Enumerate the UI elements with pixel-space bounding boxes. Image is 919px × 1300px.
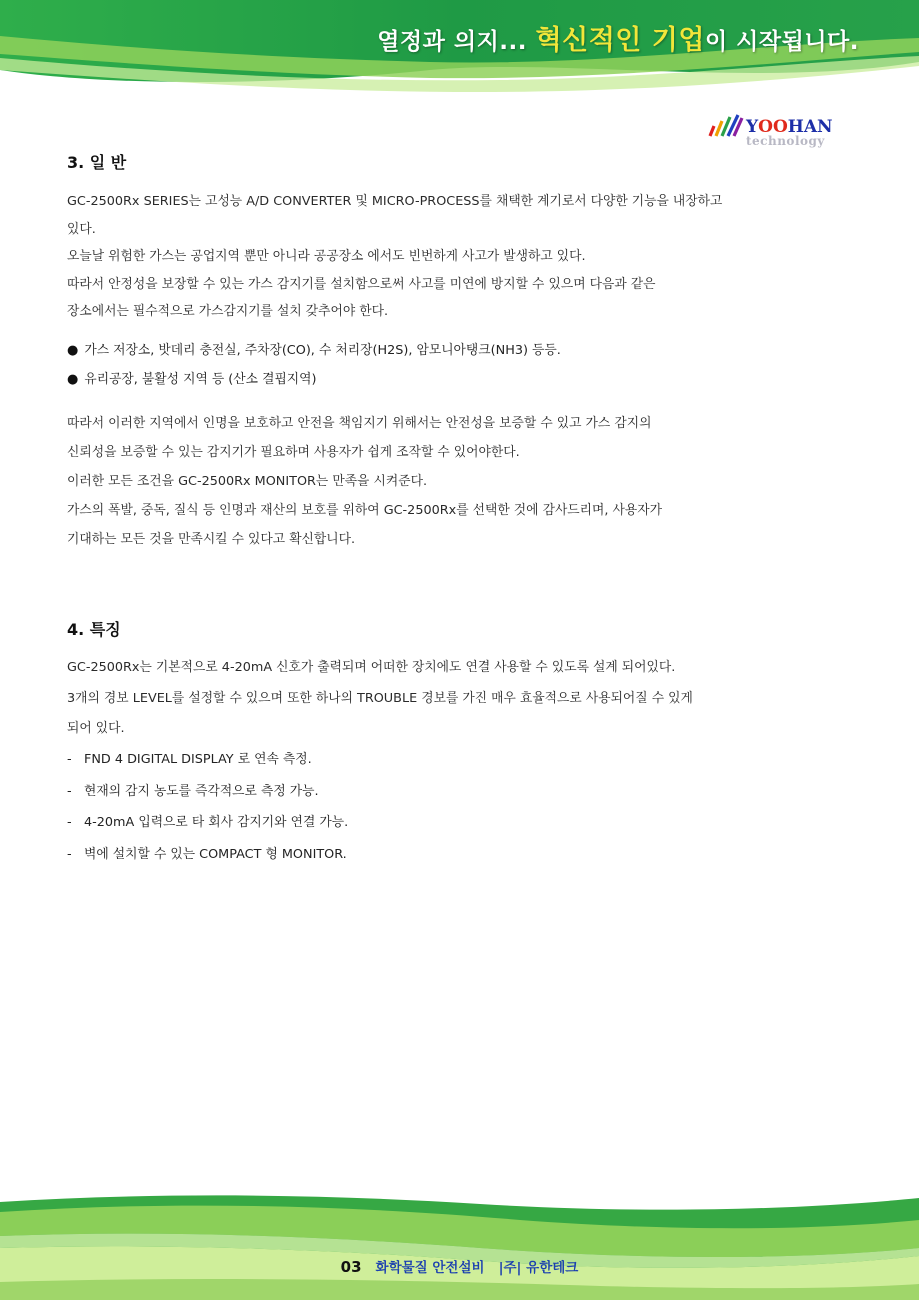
- paragraph-line: 되어 있다.: [67, 721, 125, 736]
- list-item: [67, 336, 561, 365]
- logo-name: YOOHAN: [746, 117, 833, 137]
- list-item-text: 현재의 감지 농도를 즉각적으로 측정 가능.: [84, 783, 319, 799]
- section-3-bullet-list: [67, 336, 561, 394]
- paragraph-line: 기대하는 모든 것을 만족시킬 수 있다고 확신합니다.: [67, 532, 356, 547]
- bullet-dot-icon: ●: [67, 343, 79, 358]
- slogan-suffix: 이 시작됩니다.: [704, 29, 859, 55]
- paragraph-line: 3개의 경보 LEVEL를 설정할 수 있으며 또한 하나의 TROUBLE 경보를 가진 매우 효율적으로 사용되어질 수 있게: [67, 690, 693, 706]
- paragraph-line: 오늘날 위험한 가스는 공업지역 뿐만 아니라 공공장소 에서도 빈번하게 사고가 발생하고 있다.: [67, 249, 586, 264]
- footer-title: 화학물질 안전설비: [375, 1260, 485, 1276]
- section-3-title: 3. 일 반: [67, 153, 127, 172]
- company-logo: [706, 112, 851, 152]
- list-item: [67, 744, 348, 776]
- footer: [0, 1256, 919, 1276]
- paragraph-line: 가스의 폭발, 중독, 질식 등 인명과 재산의 보호를 위하여 GC-2500Rx를 선택한 것에 감사드리며, 사용자가: [67, 503, 662, 518]
- section-3-closing: [67, 409, 857, 554]
- paragraph-line: 따라서 안정성을 보장할 수 있는 가스 감지기를 설치함으로써 사고를 미연에 방지할 수 있으며 다음과 같은: [67, 276, 656, 292]
- list-item: [67, 807, 348, 839]
- paragraph-line: GC-2500Rx는 기본적으로 4-20mA 신호가 출력되며 어떠한 장치에도 연결 사용할 수 있도록 설계 되어있다.: [67, 660, 676, 675]
- paragraph-line: 신뢰성을 보증할 수 있는 감지기가 필요하며 사용자가 쉽게 조작할 수 있어야한다.: [67, 445, 520, 460]
- section-3-intro: [67, 188, 857, 326]
- paragraph-line: GC-2500Rx SERIES는 고성능 A/D CONVERTER 및 MICRO-PROCESS를 채택한 계기로서 다양한 기능을 내장하고: [67, 194, 723, 209]
- list-item-text: FND 4 DIGITAL DISPLAY 로 연속 측정.: [84, 752, 312, 767]
- list-item: [67, 776, 348, 808]
- bullet-dot-icon: ●: [67, 372, 79, 387]
- list-item-text: 4-20mA 입력으로 타 회사 감지기와 연결 가능.: [84, 815, 349, 830]
- slogan-prefix: 열정과 의지...: [377, 29, 536, 55]
- list-item-text: 벽에 설치할 수 있는 COMPACT 형 MONITOR.: [84, 846, 347, 862]
- section-4-title: 4. 특징: [67, 620, 121, 639]
- dash-marker: -: [67, 783, 72, 799]
- list-item: [67, 839, 348, 871]
- dash-marker: -: [67, 815, 72, 830]
- logo-subtitle: technology: [746, 134, 825, 148]
- paragraph-line: 따라서 이러한 지역에서 인명을 보호하고 안전을 책임지기 위해서는 안전성을 보증할 수 있고 가스 감지의: [67, 416, 652, 431]
- footer-wave-banner: [0, 1190, 919, 1300]
- dash-marker: -: [67, 846, 72, 862]
- header-slogan: [377, 18, 859, 57]
- list-item-text: 가스 저장소, 밧데리 충전실, 주차장(CO), 수 처리장(H2S), 암모니아탱크(NH3) 등등.: [84, 343, 561, 358]
- slogan-highlight: 혁신적인 기업: [535, 25, 705, 56]
- footer-company: |주| 유한테크: [498, 1260, 579, 1276]
- section-4-intro: [67, 653, 857, 745]
- list-item-text: 유리공장, 불활성 지역 등 (산소 결핍지역): [84, 372, 317, 387]
- page-number: 03: [340, 1258, 362, 1276]
- paragraph-line: 장소에서는 필수적으로 가스감지기를 설치 갖추어야 한다.: [67, 304, 389, 319]
- dash-marker: -: [67, 752, 72, 767]
- paragraph-line: 이러한 모든 조건을 GC-2500Rx MONITOR는 만족을 시켜준다.: [67, 474, 428, 489]
- list-item: [67, 365, 561, 394]
- paragraph-line: 있다.: [67, 221, 96, 237]
- section-4-feature-list: [67, 744, 348, 870]
